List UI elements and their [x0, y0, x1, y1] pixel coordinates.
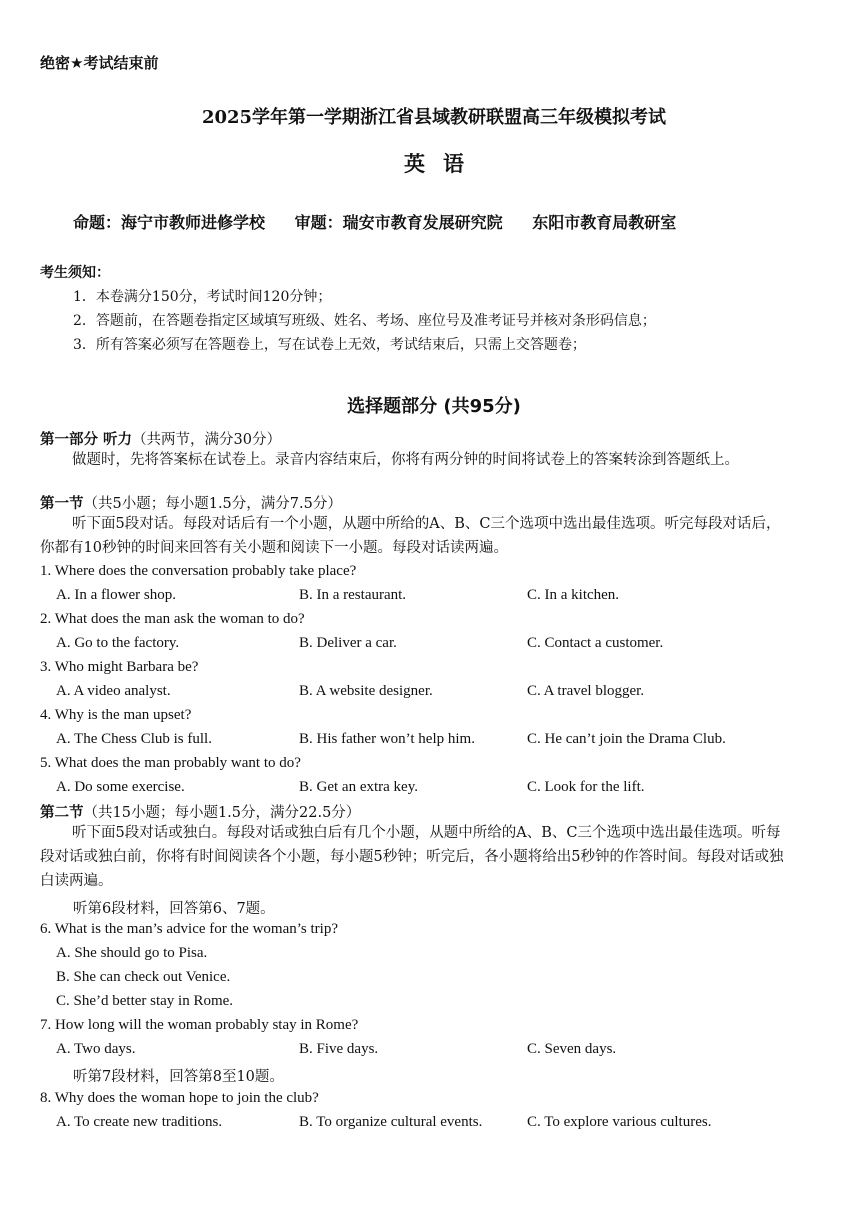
q8-option-c: C. To explore various cultures. — [527, 1114, 712, 1130]
material-7-note: 听第7段材料，回答第8至10题。 — [73, 1069, 284, 1085]
notice-item: 2．答题前，在答题卷指定区域填写班级、姓名、考场、座位号及准考证号并核对条形码信息； — [73, 313, 656, 329]
q6-option-a: A. She should go to Pisa. — [56, 945, 208, 961]
q5-option-b: B. Get an extra key. — [299, 779, 418, 795]
q7-option-a: A. Two days. — [56, 1041, 136, 1057]
question-4: 4. Why is the man upset? — [40, 707, 192, 723]
q4-option-c: C. He can’t join the Drama Club. — [527, 731, 726, 747]
question-8: 8. Why does the woman hope to join the club? — [40, 1090, 319, 1106]
q6-option-c: C. She’d better stay in Rome. — [56, 993, 234, 1009]
question-1: 1. Where does the conversation probably take place? — [40, 563, 357, 579]
author-reviewer: 审题：瑞安市教育发展研究院 — [294, 213, 503, 232]
material-6-note: 听第6段材料，回答第6、7题。 — [73, 901, 275, 917]
notice-item: 1．本卷满分150分，考试时间120分钟； — [73, 289, 332, 305]
q7-option-b: B. Five days. — [299, 1041, 379, 1057]
q3-option-a: A. A video analyst. — [56, 683, 171, 699]
sec1-heading: 第一节 — [40, 496, 84, 512]
sec2-heading: 第二节 — [40, 805, 84, 821]
sec1-note: （共5小题；每小题1.5分，满分7.5分） — [83, 496, 342, 512]
part1-note: （共两节，满分30分） — [132, 432, 282, 448]
question-7: 7. How long will the woman probably stay in Rome? — [40, 1017, 359, 1033]
q2-option-c: C. Contact a customer. — [527, 635, 664, 651]
q1-option-c: C. In a kitchen. — [527, 587, 620, 603]
sec1-heading-line — [40, 492, 342, 513]
author-setter: 命题：海宁市教师进修学校 — [73, 213, 266, 232]
q3-option-b: B. A website designer. — [299, 683, 433, 699]
section-title: 选择题部分 (共95分) — [347, 396, 521, 417]
q1-option-a: A. In a flower shop. — [56, 587, 176, 603]
sec2-instructions: 听下面5段对话或独白。每段对话或独白后有几个小题，从题中所给的A、B、C三个选项中选出最佳选项。听每段对话或独白前，你将有时间阅读各个小题，每小题5秒钟；听完后，各小题将给出5秒钟的作答时间。每段对话或独白读两遍。 — [40, 825, 784, 889]
q8-option-b: B. To organize cultural events. — [299, 1114, 483, 1130]
q1-option-b: B. In a restaurant. — [299, 587, 407, 603]
q4-option-b: B. His father won’t help him. — [299, 731, 475, 747]
notice-title: 考生须知： — [40, 265, 110, 281]
q4-option-a: A. The Chess Club is full. — [56, 731, 212, 747]
subject-title: 英语 — [404, 151, 482, 176]
q5-option-a: A. Do some exercise. — [56, 779, 185, 795]
q8-option-a: A. To create new traditions. — [56, 1114, 223, 1130]
q2-option-a: A. Go to the factory. — [56, 635, 180, 651]
sec1-instructions: 听下面5段对话。每段对话后有一个小题，从题中所给的A、B、C三个选项中选出最佳选项。听完每段对话后，你都有10秒钟的时间来回答有关小题和阅读下一小题。每段对话读两遍。 — [40, 516, 781, 556]
question-6: 6. What is the man’s advice for the woman’s trip? — [40, 921, 338, 937]
q5-option-c: C. Look for the lift. — [527, 779, 645, 795]
sec2-note: （共15小题；每小题1.5分，满分22.5分） — [83, 805, 361, 821]
author-reviewer-2: 东阳市教育局教研室 — [532, 213, 677, 232]
sec2-heading-line — [40, 801, 360, 822]
q7-option-c: C. Seven days. — [527, 1041, 617, 1057]
question-2: 2. What does the man ask the woman to do? — [40, 611, 305, 627]
confidential-mark: 绝密★考试结束前 — [40, 54, 159, 72]
question-3: 3. Who might Barbara be? — [40, 659, 199, 675]
authors-line — [73, 210, 700, 233]
part1-heading: 第一部分 听力 — [40, 432, 133, 448]
q2-option-b: B. Deliver a car. — [299, 635, 397, 651]
q6-option-b: B. She can check out Venice. — [56, 969, 231, 985]
exam-title: 2025学年第一学期浙江省县域教研联盟高三年级模拟考试 — [201, 107, 667, 128]
part1-instructions: 做题时，先将答案标在试卷上。录音内容结束后，你将有两分钟的时间将试卷上的答案转涂到答题纸上。 — [72, 452, 739, 468]
question-5: 5. What does the man probably want to do? — [40, 755, 301, 771]
part1-heading-line — [40, 428, 281, 449]
q3-option-c: C. A travel blogger. — [527, 683, 645, 699]
notice-item: 3．所有答案必须写在答题卷上，写在试卷上无效，考试结束后，只需上交答题卷； — [73, 337, 586, 353]
